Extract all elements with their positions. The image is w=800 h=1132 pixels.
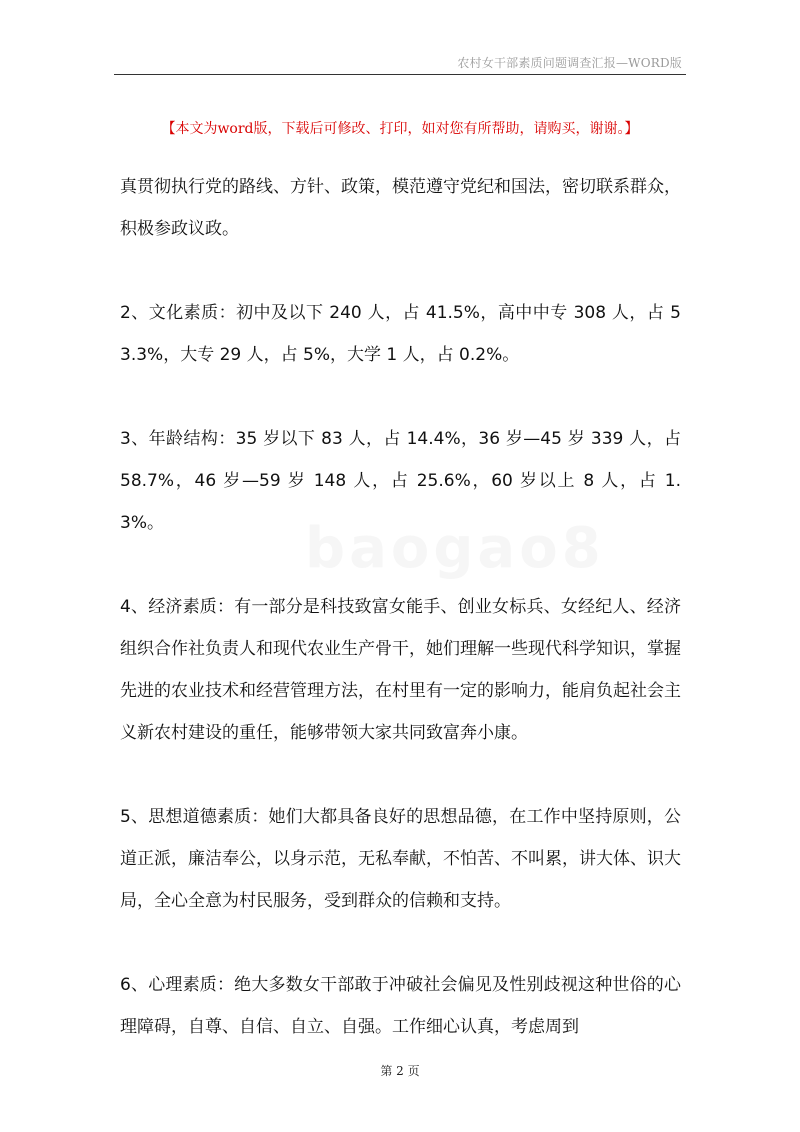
document-header-title: 农村女干部素质问题调查汇报—WORD版	[457, 56, 682, 70]
paragraph-education: 2、文化素质：初中及以下 240 人，占 41.5%，高中中专 308 人，占 53.3%，大专 29 人，占 5%，大学 1 人，占 0.2%。	[120, 303, 681, 365]
paragraph-age-structure: 3、年龄结构：35 岁以下 83 人，占 14.4%，36 岁—45 岁 339 人，占 58.7%，46 岁—59 岁 148 人，占 25.6%，60 岁以上 8 人，占 1.3%。	[120, 429, 681, 533]
watermark: baogao8	[305, 516, 605, 581]
purchase-notice: 【本文为word版，下载后可修改、打印，如对您有所帮助，请购买，谢谢。】	[161, 121, 639, 137]
page-number: 第 2 页	[380, 1064, 420, 1078]
document-body	[120, 166, 681, 1048]
paragraph-continuation: 真贯彻执行党的路线、方针、政策，模范遵守党纪和国法，密切联系群众，积极参政议政。	[120, 177, 681, 239]
paragraph-moral: 5、思想道德素质：她们大都具备良好的思想品德，在工作中坚持原则，公道正派，廉洁奉公，以身示范，无私奉献，不怕苦、不叫累，讲大体、识大局，全心全意为村民服务，受到群众的信赖和支持。	[120, 807, 681, 911]
paragraph-economic: 4、经济素质：有一部分是科技致富女能手、创业女标兵、女经纪人、经济组织合作社负责人和现代农业生产骨干，她们理解一些现代科学知识，掌握先进的农业技术和经营管理方法，在村里有一定的影响力，能肩负起社会主义新农村建设的重任，能够带领大家共同致富奔小康。	[120, 597, 681, 743]
paragraph-psychological: 6、心理素质：绝大多数女干部敢于冲破社会偏见及性别歧视这种世俗的心理障碍，自尊、自信、自立、自强。工作细心认真，考虑周到	[120, 975, 681, 1037]
header-divider	[114, 74, 686, 75]
